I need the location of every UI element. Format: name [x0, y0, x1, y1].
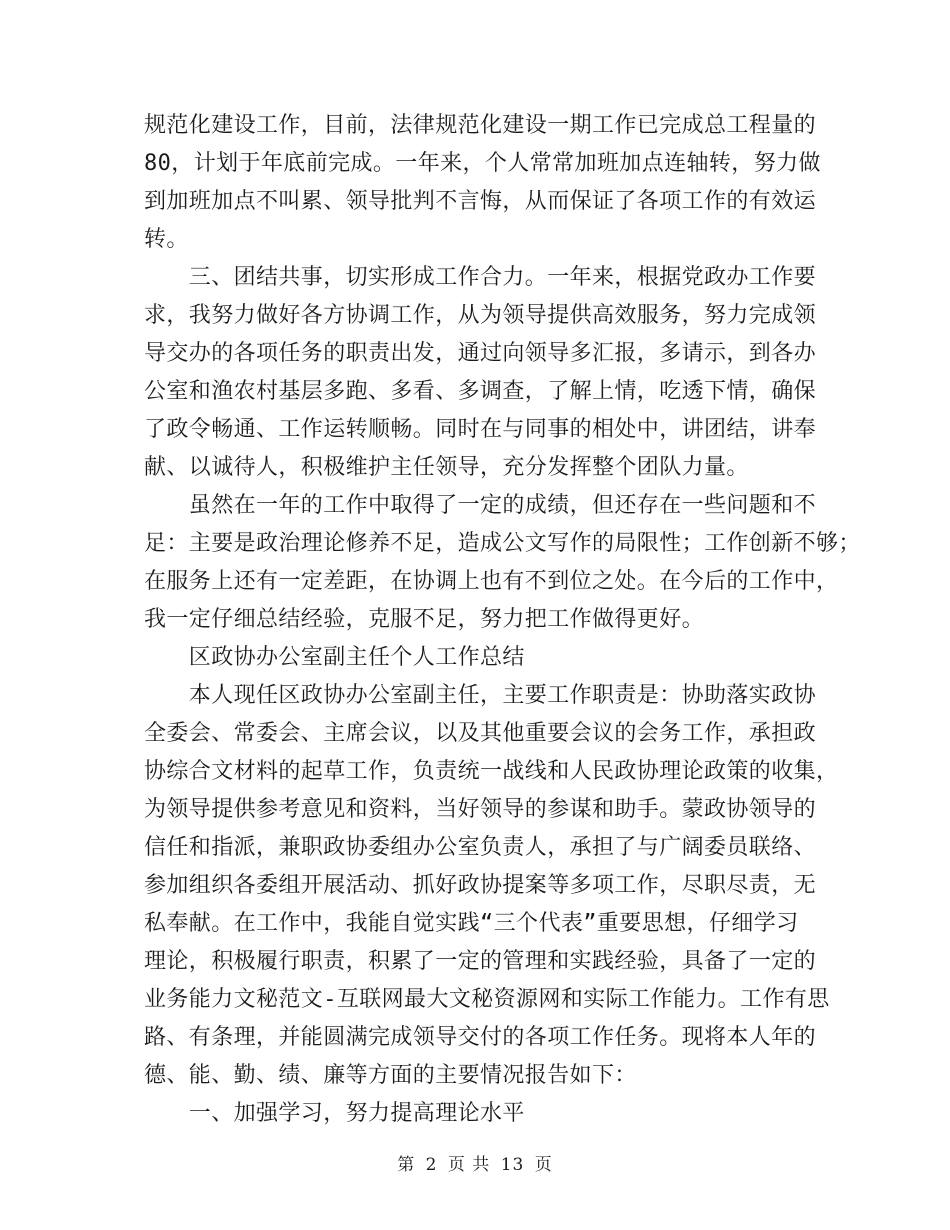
- text-line: 公室和渔农村基层多跑、多看、多调查，了解上情，吃透下情，确保: [144, 379, 817, 404]
- text-line: 私奉献。在工作中，我能自觉实践“三个代表”重要思想，仔细学习: [144, 911, 799, 936]
- text-line: 信任和指派，兼职政协委组办公室负责人，承担了与广阔委员联络、: [144, 835, 817, 860]
- text-line: 献、以诚待人，积极维护主任领导，充分发挥整个团队力量。: [144, 455, 749, 480]
- text-line: 理论，积极履行职责，积累了一定的管理和实践经验，具备了一定的: [144, 949, 817, 974]
- page-footer: [0, 1150, 950, 1175]
- section-heading: 一、加强学习，努力提高理论水平: [144, 1101, 525, 1126]
- text-line: 在服务上还有一定差距，在协调上也有不到位之处。在今后的工作中，: [144, 569, 839, 594]
- text-line: 了政令畅通、工作运转顺畅。同时在与同事的相处中，讲团结，讲奉: [144, 417, 817, 442]
- text-line: 虽然在一年的工作中取得了一定的成绩，但还存在一些问题和不: [144, 493, 817, 518]
- text-line: 业务能力文秘范文-互联网最大文秘资源网和实际工作能力。工作有思: [144, 987, 830, 1012]
- footer-page-number: 2: [425, 1155, 438, 1175]
- text-line: 足：主要是政治理论修养不足，造成公文写作的局限性；工作创新不够；: [144, 531, 861, 556]
- footer-middle: 页 共: [447, 1155, 491, 1175]
- text-line: 导交办的各项任务的职责出发，通过向领导多汇报，多请示，到各办: [144, 341, 817, 366]
- text-line: 为领导提供参考意见和资料，当好领导的参谋和助手。蒙政协领导的: [144, 797, 817, 822]
- text-line: 全委会、常委会、主席会议，以及其他重要会议的会务工作，承担政: [144, 721, 817, 746]
- text-line: 协综合文材料的起草工作，负责统一战线和人民政协理论政策的收集，: [144, 759, 839, 784]
- text-line: 80，计划于年底前完成。一年来，个人常常加班加点连轴转，努力做: [144, 151, 821, 176]
- text-line: 求，我努力做好各方协调工作，从为领导提供高效服务，努力完成领: [144, 303, 817, 328]
- text-line: 规范化建设工作，目前，法律规范化建设一期工作已完成总工程量的: [144, 113, 817, 138]
- text-line: 到加班加点不叫累、领导批判不言悔，从而保证了各项工作的有效运: [144, 189, 817, 214]
- text-line: 参加组织各委组开展活动、抓好政协提案等多项工作，尽职尽责，无: [144, 873, 817, 898]
- text-line: 路、有条理，并能圆满完成领导交付的各项工作任务。现将本人年的: [144, 1025, 817, 1050]
- text-line: 本人现任区政协办公室副主任，主要工作职责是：协助落实政协: [144, 683, 817, 708]
- text-line: 我一定仔细总结经验，克服不足，努力把工作做得更好。: [144, 607, 705, 632]
- text-line: 转。: [144, 227, 189, 252]
- section-title: 区政协办公室副主任个人工作总结: [144, 645, 525, 670]
- text-line: 德、能、勤、绩、廉等方面的主要情况报告如下：: [144, 1063, 637, 1088]
- footer-prefix: 第: [397, 1155, 416, 1175]
- footer-total-pages: 13: [500, 1155, 525, 1175]
- footer-suffix: 页: [534, 1155, 553, 1175]
- text-line: 三、团结共事，切实形成工作合力。一年来，根据党政办工作要: [144, 265, 817, 290]
